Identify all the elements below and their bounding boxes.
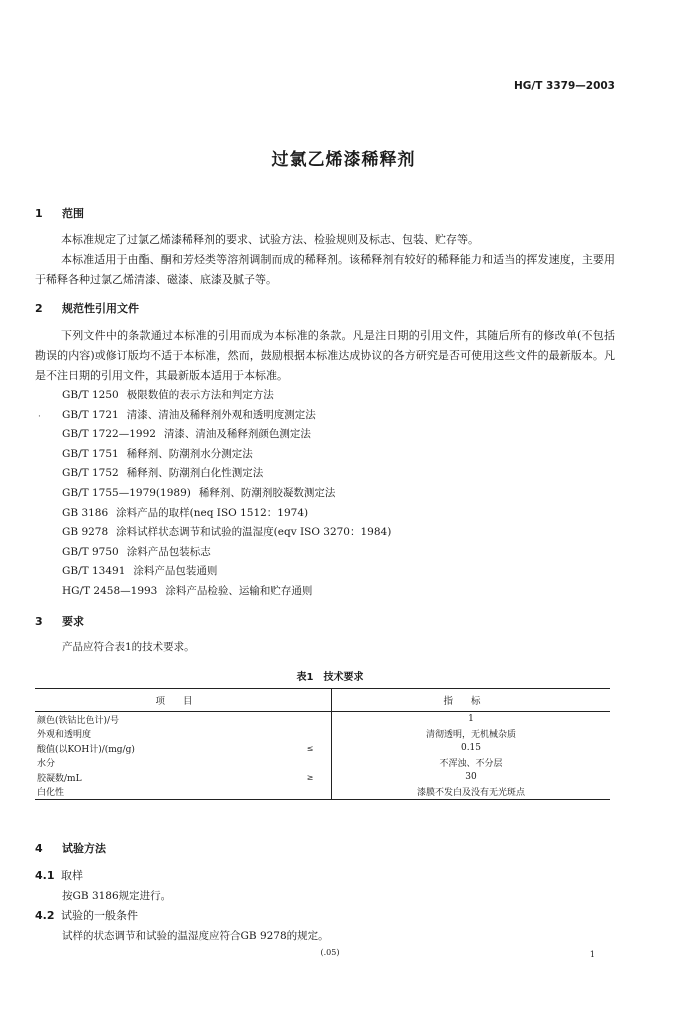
reference-title: 极限数值的表示方法和判定方法 [126,389,274,401]
row-item: 外观和透明度 [37,730,92,741]
reference-title: 涂料产品的取样(neq ISO 1512：1974) [116,506,309,519]
table-caption: 表1 技术要求 [296,672,364,683]
reference-code: GB/T 9750 [62,545,119,558]
row-value: 1 [468,714,474,725]
row-value: 30 [465,772,477,783]
table-row [35,785,610,800]
row-comparator: ≤ [289,741,332,756]
reference-code: GB/T 1250 [62,389,119,401]
reference-title: 清漆、清油及稀释剂外观和透明度测定法 [126,408,316,421]
row-item: 白化性 [35,785,289,800]
row-value: 清彻透明，无机械杂质 [425,730,516,741]
reference-item [62,407,391,427]
reference-item [62,583,391,603]
reference-code: GB/T 13491 [62,565,126,578]
reference-item [62,465,391,485]
table-row [35,712,610,727]
table-row [35,741,610,756]
table-row [35,770,610,785]
table-row [35,727,610,742]
section-1-paragraph-2: 本标准适用于由酯、酮和芳烃类等溶剂调制而成的稀释剂。该稀释剂有较好的稀释能力和适当的挥发速度，主要用于稀释各种过氯乙烯清漆、磁漆、底漆及腻子等。 [35,253,615,286]
section-3-paragraph: 产品应符合表1的技术要求。 [62,641,195,653]
section-title: 试验方法 [62,842,106,855]
margin-mark: · [38,412,41,422]
row-comparator [289,727,332,742]
reference-title: 涂料试样状态调节和试验的温湿度(eqv ISO 3270：1984) [116,526,392,539]
table-row [35,756,610,771]
section-number: 4 [35,842,43,855]
reference-title: 清漆、清油及稀释剂颜色测定法 [163,428,311,441]
reference-title: 稀释剂、防潮剂白化性测定法 [126,467,264,480]
page-number: 1 [589,950,595,959]
row-item: 水分 [37,759,56,770]
section-2-heading [35,300,139,316]
reference-code: GB/T 1751 [62,447,119,460]
subsection-number: 4.2 [35,909,55,922]
reference-code: GB 9278 [62,526,109,539]
reference-code: GB/T 1721 [62,408,119,421]
section-number: 2 [35,302,43,315]
table-header-row [35,689,610,712]
footer-code: (.05) [320,948,340,957]
column-header-value: 指标 [332,689,611,712]
reference-item [62,387,391,407]
row-item: 酸值(以KOH计)/(mg/g) [37,744,135,755]
subsection-title: 试验的一般条件 [61,909,138,922]
reference-item [62,544,391,564]
reference-item [62,505,391,525]
row-comparator [289,756,332,771]
section-2-paragraph: 下列文件中的条款通过本标准的引用而成为本标准的条款。凡是注日期的引用文件，其随后所有的修改单(不包括勘误的内容)或修订版均不适于本标准，然而，鼓励根据本标准达成协议的各方研究是否可使用这些文件的最新版本。凡是不注日期的引用文件，其最新版本适用于本标准。 [35,329,615,382]
subsection-title: 取样 [61,869,83,882]
row-comparator [289,785,332,800]
section-1-heading [35,205,84,221]
document-title: 过氯乙烯漆稀释剂 [271,150,416,170]
reference-code: GB/T 1722—1992 [62,428,156,441]
reference-item [62,485,391,505]
row-comparator [289,712,332,727]
subsection-4-2-text: 试样的状态调节和试验的温湿度应符合GB 9278的规定。 [62,930,329,942]
section-title: 范围 [62,207,84,220]
reference-title: 稀释剂、防潮剂水分测定法 [126,447,253,460]
reference-item [62,524,391,544]
subsection-4-1-heading [35,867,83,883]
reference-item [62,426,391,446]
row-item: 颜色(铁钴比色计)/号 [37,715,120,726]
row-comparator: ≥ [289,770,332,785]
section-4-heading [35,840,106,856]
reference-title: 涂料产品检验、运输和贮存通则 [165,584,313,597]
column-header-item: 项目 [35,689,332,712]
row-value: 漆膜不发白及没有无光斑点 [332,785,611,800]
reference-code: GB/T 1755—1979(1989) [62,486,191,499]
reference-item [62,446,391,466]
subsection-4-2-heading [35,907,138,923]
section-title: 规范性引用文件 [62,302,139,315]
section-number: 1 [35,207,43,220]
section-3-heading [35,613,84,629]
section-1-paragraph-1: 本标准规定了过氯乙烯漆稀释剂的要求、试验方法、检验规则及标志、包装、贮存等。 [61,233,479,246]
standard-code: HG/T 3379—2003 [513,80,615,92]
reference-item [62,563,391,583]
reference-title: 涂料产品包装通则 [133,565,218,578]
row-item: 胶凝数/mL [37,773,82,784]
subsection-number: 4.1 [35,869,55,882]
reference-code: HG/T 2458—1993 [62,584,158,597]
reference-code: GB 3186 [62,506,109,519]
technical-requirements-table [35,688,610,800]
reference-title: 涂料产品包装标志 [126,545,211,558]
subsection-4-1-text: 按GB 3186规定进行。 [62,890,172,902]
reference-list [62,387,391,603]
section-title: 要求 [62,615,84,628]
reference-title: 稀释剂、防潮剂胶凝数测定法 [198,486,336,499]
row-value: 0.15 [460,743,482,754]
section-number: 3 [35,615,43,628]
row-value: 不浑浊、不分层 [439,759,503,770]
reference-code: GB/T 1752 [62,467,119,480]
